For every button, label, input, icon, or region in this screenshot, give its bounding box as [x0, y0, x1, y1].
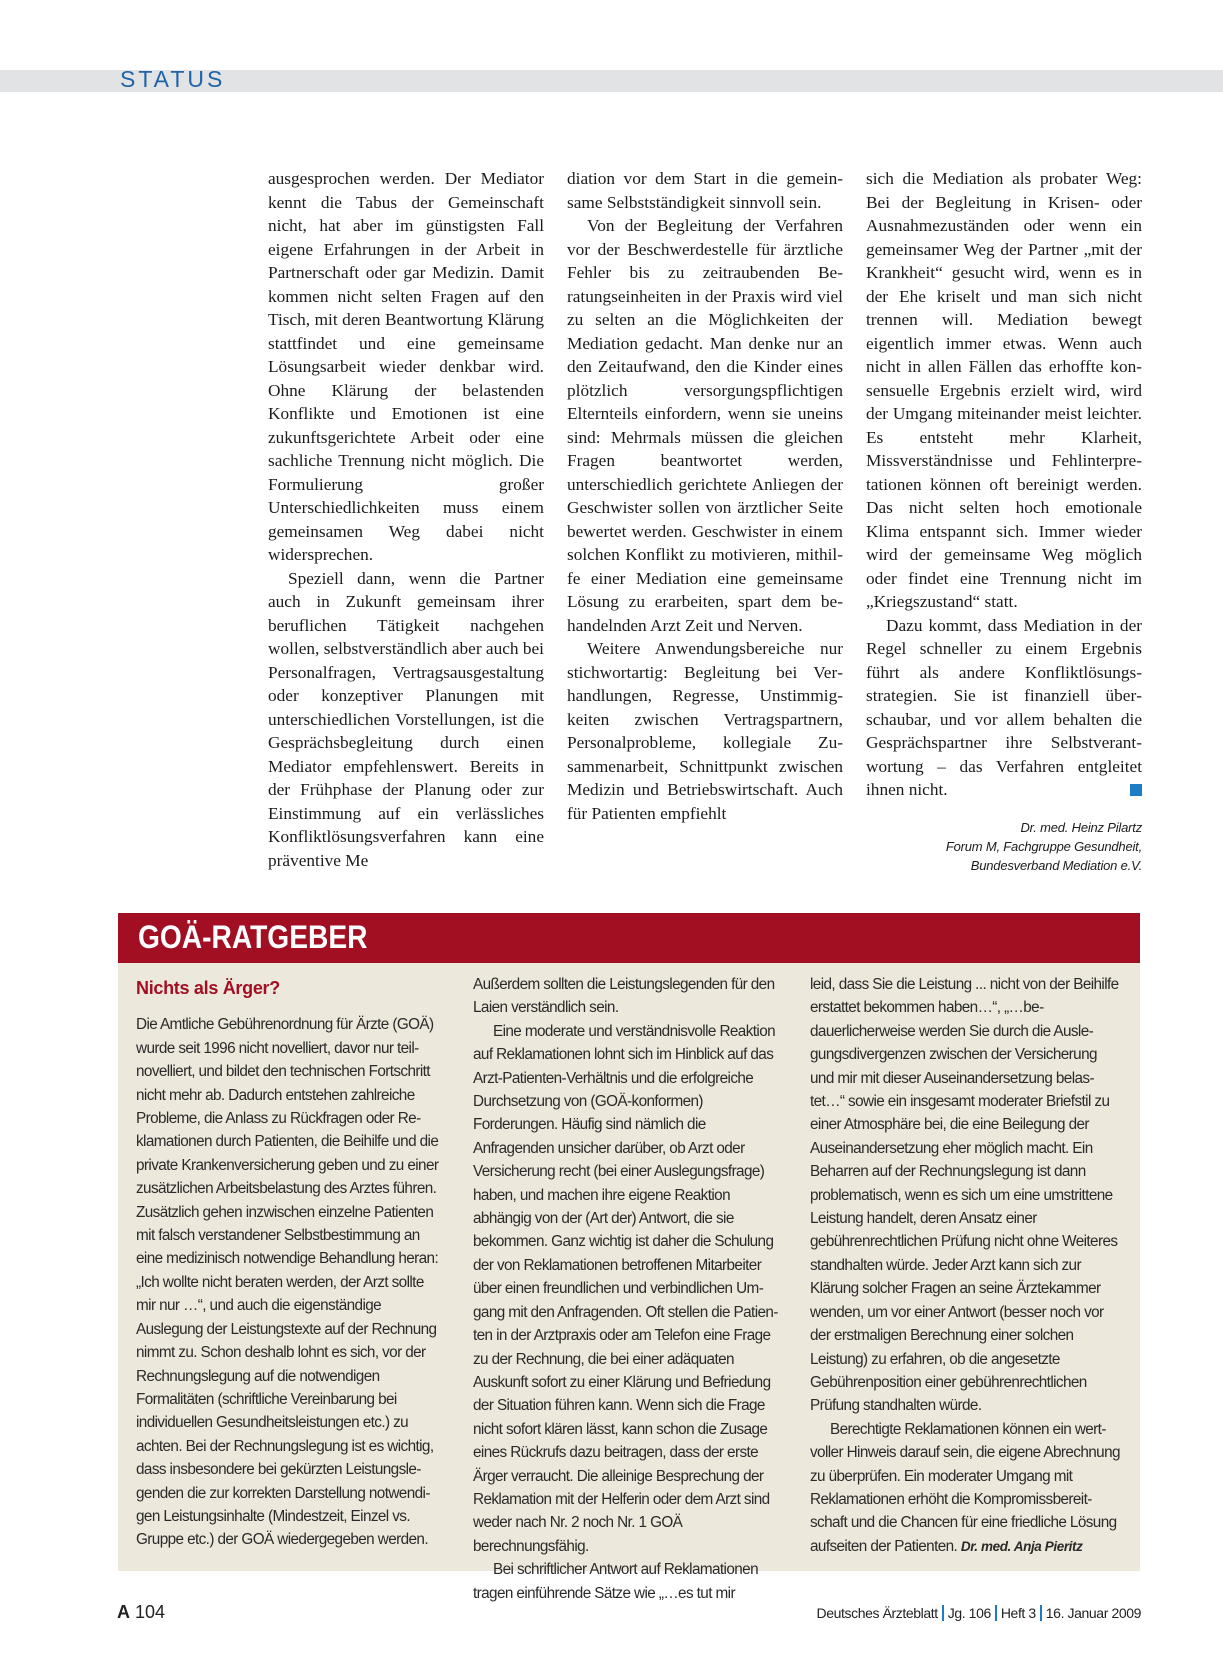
paragraph-last [810, 1418, 1120, 1558]
paragraph-text: Berechtigte Reklamationen können ein wertvoller Hinweis darauf sein, die eigene Abrechnung zu überprüfen. Ein moderater Umgang mit Reklamationen erhöht die Kompromissbereitschaft und die Chancen für eine friedliche Lösung aufseiten der Patienten. [810, 1420, 1120, 1555]
box-title: GOÄ-RATGEBER [138, 919, 368, 955]
box-subtitle: Nichts als Ärger? [136, 978, 280, 998]
paragraph: ausgesprochen werden. Der Mediator kennt die Tabus der Gemeinschaft nicht, hat aber im günstigsten Fall eigene Erfahrungen in der Arbeit in Partnerschaft oder gar Medizin. Damit kommen nicht selten Fragen auf den Tisch, mit deren Beantwortung Klärung stattfindet und eine gemeinsame Lösungsarbeit wieder denkbar wird. Ohne Klärung der belastenden Konflikte und Emotionen ist eine zukunftsgerichtete Arbeit oder eine sachliche Trennung nicht möglich. Die Formulierung großer Unterschiedlichkeiten muss einem gemeinsamen Weg dabei nicht widersprechen. [268, 169, 544, 564]
section-label: STATUS [120, 66, 226, 92]
paragraph: diation vor dem Start in die gemeinsame Selbstständigkeit sinnvoll sein. [567, 169, 843, 212]
author-byline [866, 818, 1142, 875]
journal-date: 16. Januar 2009 [1045, 1605, 1141, 1621]
separator [995, 1605, 997, 1621]
paragraph: Außerdem sollten die Leistungslegenden für den Laien verständlich sein. [473, 976, 775, 1017]
box-column-2 [473, 973, 783, 1605]
paragraph: leid, dass Sie die Leistung ... nicht von der Beihilfe erstattet bekommen haben…“, „…bedauerlicherweise werden Sie durch die Auslegungsdivergenzen zwischen der Versicherung und mir mit dieser Auseinandersetzung belastet…“ sowie ein insgesamt moderater Briefstil zu einer Atmosphäre bei, die eine Beilegung der Auseinandersetzung eher möglich macht. Ein Beharren auf der Rechnungslegung ist dann problematisch, wenn es sich um eine umstrittene Leistung handelt, deren Ansatz einer gebührenrechtlichen Prüfung nicht ohne Weiteres standhalten würde. Jeder Arzt kann sich zur Klärung solcher Fragen an seine Ärztekammer wenden, um vor einer Antwort (besser noch vor der erstmaligen Berechnung einer solchen Leistung) zu erfahren, ob die angesetzte Gebührenposition einer gebührenrechtlichen Prüfung standhalten würde. [810, 976, 1119, 1415]
page-prefix: A [117, 1602, 130, 1622]
end-mark-icon [1130, 784, 1142, 796]
journal-issue: Heft 3 [1000, 1605, 1036, 1621]
article-column-3 [866, 167, 1142, 875]
journal-volume: Jg. 106 [947, 1605, 991, 1621]
journal-footer [817, 1605, 1141, 1621]
paragraph: Von der Begleitung der Verfahren vor der Beschwerdestelle für ärztliche Fehler bis zu zeitraubenden Beratungseinheiten in der Praxis wird viel zu selten an die Möglichkeiten der Mediation gedacht. Man denke nur an den Zeitaufwand, den die Kinder eines plötzlich versorgungspflichtigen Elternteils einfordern, wenn sie uneins sind: Mehrmals müssen die gleichen Fragen beantwortet werden, unterschiedlich gerichtete Anliegen der Geschwister sollen von ärztlicher Seite bewertet werden. Geschwister in einem solchen Konflikt zu motivieren, mithilfe einer Mediation eine gemeinsame Lösung zu erarbeiten, spart dem behandelnden Arzt Zeit und Nerven. [567, 216, 843, 635]
paragraph: Speziell dann, wenn die Partner auch in Zukunft gemeinsam ihrer beruflichen Tätigkeit nachgehen wollen, selbstverständlich aber auch bei Personalfragen, Vertragsausgestaltung oder konzeptiver Planungen mit unterschiedlichen Vorstellungen, ist die Gesprächsbegleitung durch einen Mediator empfehlenswert. Bereits in der Frühphase der Planung oder zur Einstimmung auf ein verlässliches Konfliktlösungsverfahren kann eine präventive Me [268, 568, 544, 870]
article-body [268, 167, 1142, 877]
box-column-1 [136, 977, 446, 1552]
author-affiliation: Forum M, Fachgruppe Gesundheit, [945, 838, 1142, 854]
box-header [118, 913, 1140, 963]
goae-ratgeber-box [118, 913, 1140, 1602]
paragraph: Bei schriftlicher Antwort auf Reklamationen tragen einführende Sätze wie „…es tut mir [473, 1561, 758, 1602]
author-name: Dr. med. Heinz Pilartz [1020, 819, 1142, 835]
paragraph-last [866, 614, 1142, 802]
paragraph: Eine moderate und verständnisvolle Reaktion auf Reklamationen lohnt sich im Hinblick auf das Arzt-Patienten-Verhältnis und die erfolgreiche Durchsetzung von (GOÄ-konformen) Forderungen. Häufig sind nämlich die Anfragenden unsicher darüber, ob Arzt oder Versicherung recht (bei einer Auslegungsfrage) haben, und machen ihre eigene Reaktion abhängig von der (Art der) Antwort, die sie bekommen. Ganz wichtig ist daher die Schulung der von Reklamationen betroffenen Mitarbeiter über einen freundlichen und verbindlichen Umgang mit den Anfragenden. Oft stellen die Patienten in der Arztpraxis oder am Telefon eine Frage zu der Rechnung, die bei einer adäquaten Auskunft sofort zu einer Klärung und Befriedung der Situation führen kann. Wenn sich die Frage nicht sofort klären lässt, kann schon die Zusage eines Rückrufs dazu beitragen, dass der erste Ärger verraucht. Die alleinige Besprechung der Reklamation mit der Helferin oder dem Arzt sind weder nach Nr. 2 noch Nr. 1 GOÄ berechnungsfähig. [473, 1022, 779, 1555]
article-column-1 [268, 167, 544, 872]
author-organization: Bundesverband Mediation e.V. [970, 857, 1142, 873]
separator [1040, 1605, 1042, 1621]
separator [942, 1605, 944, 1621]
paragraph: Weitere Anwendungsbereiche nur stichwortartig: Begleitung bei Verhandlungen, Regresse, Unstimmigkeiten zwischen Vertragspartnern, Personalprobleme, kollegiale Zusammenarbeit, Schnittpunkt zwischen Medizin und Betriebswirtschaft. Auch für Patienten empfiehlt [567, 639, 843, 823]
box-author: Dr. med. Anja Pieritz [960, 1538, 1083, 1554]
article-column-2 [567, 167, 843, 825]
page-number [117, 1602, 165, 1623]
paragraph: Die Amtliche Gebührenordnung für Ärzte (GOÄ) wurde seit 1996 nicht novelliert, davor nur teilnovelliert, und bildet den technischen Fortschritt nicht mehr ab. Dadurch entstehen zahlreiche Probleme, die Anlass zu Rückfragen oder Reklamationen durch Patienten, die Beihilfe und die private Krankenversicherung geben und zu einer zusätzlichen Arbeitsbelastung des Arztes führen. Zusätzlich gehen inzwischen einzelne Patienten mit falsch verstandener Selbstbestimmung an eine medizinisch notwendige Behandlung heran: „Ich wollte nicht beraten werden, der Arzt sollte mir nur …“, und auch die eigenständige Auslegung der Leistungstexte auf der Rechnung nimmt zu. Schon deshalb lohnt es sich, vor der Rechnungslegung auf die notwendigen Formalitäten (schriftliche Vereinbarung bei individuellen Gesundheitsleistungen etc.) zu achten. Bei der Rechnungslegung ist es wichtig, dass insbesondere bei gekürzten Leistungslegenden die zur korrekten Darstellung notwendigen Leistungsinhalte (Mindestzeit, Einzel vs. Gruppe etc.) der GOÄ wiedergegeben werden. [136, 1016, 439, 1549]
paragraph: sich die Mediation als probater Weg: Bei der Begleitung in Krisen- oder Ausnahmezuständen oder wenn ein gemeinsamer Weg der Partner „mit der Krankheit“ gesucht wird, wenn es in der Ehe kriselt und man sich nicht trennen will. Mediation bewegt eigentlich immer etwas. Wenn auch nicht in allen Fällen das erhoffte konsensuelle Ergebnis erzielt wird, wird der Umgang miteinander meist leichter. Es entsteht mehr Klarheit, Missverständnisse und Fehlinterpretationen können oft bereinigt werden. Das nicht selten hoch emotionale Klima entspannt sich. Immer wieder wird der gemeinsame Weg möglich oder findet eine Trennung nicht im „Kriegszustand“ statt. [866, 169, 1142, 611]
page-number-value: 104 [135, 1602, 166, 1622]
journal-name: Deutsches Ärzteblatt [816, 1605, 938, 1621]
box-column-3 [810, 973, 1120, 1558]
paragraph-text: Dazu kommt, dass Mediation in der Regel schneller zu einem Ergebnis führt als andere Konfliktlösungsstrategien. Sie ist finanziell überschaubar, und vor allem behalten die Gesprächspartner ihre Selbstverantwortung – das Verfahren entgleitet ihnen nicht. [866, 615, 1142, 799]
